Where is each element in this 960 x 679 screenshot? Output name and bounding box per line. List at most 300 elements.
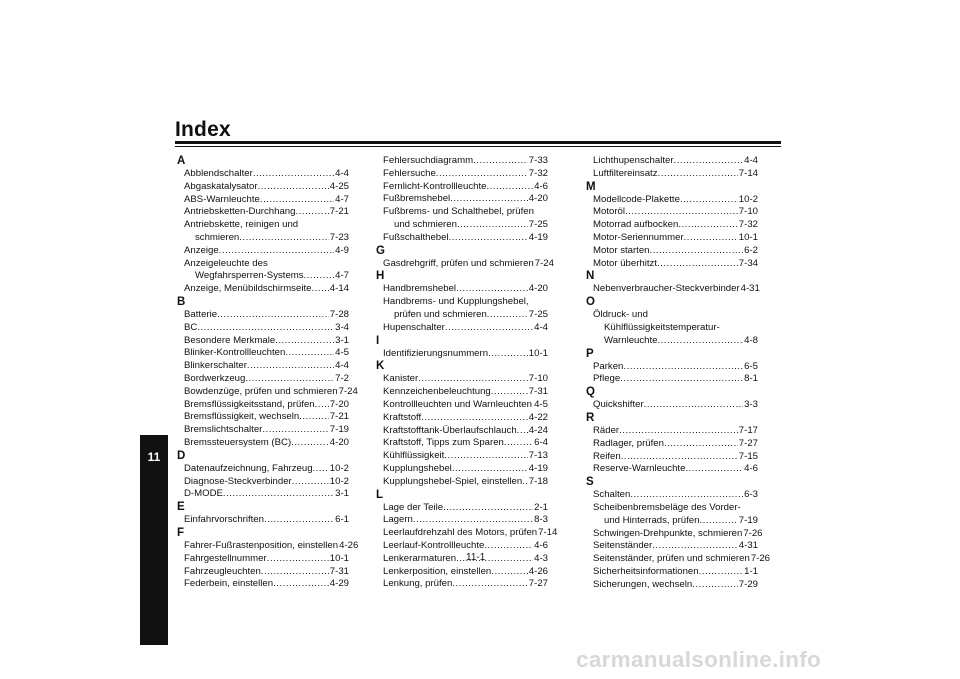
index-entry <box>586 283 758 296</box>
index-entry-page: 10-1 <box>738 231 758 243</box>
index-entry-text: Motor starten <box>593 244 650 256</box>
dot-leader <box>699 515 737 528</box>
index-entry-text: Anzeige, Menübildschirmseite <box>184 283 312 295</box>
index-entry-text: Schalten <box>593 489 631 501</box>
index-entry-text: Nebenverbraucher-Steckverbinder <box>593 283 740 295</box>
index-entry-text: Leerlaufdrehzahl des Motors, prüfen <box>383 527 538 539</box>
index-entry-line: Anzeigeleuchte des <box>184 257 268 269</box>
index-entry <box>177 514 349 527</box>
index-entry-line: Handbrems- und Kupplungshebel, <box>383 296 529 308</box>
index-entry <box>177 232 349 245</box>
index-entry-page: 4-9 <box>335 244 349 256</box>
index-entry-page: 6-1 <box>335 514 349 526</box>
index-entry-text: Kupplungshebel <box>383 462 452 474</box>
index-entry <box>586 245 758 258</box>
index-column-2 <box>376 155 558 591</box>
dot-leader <box>245 373 334 386</box>
dot-leader <box>313 463 329 476</box>
index-entry <box>177 194 349 207</box>
index-entry <box>586 168 758 181</box>
index-entry-text: Bremsflüssigkeit, wechseln <box>184 411 300 423</box>
index-entry <box>177 245 349 258</box>
index-entry-text: Hupenschalter <box>383 321 445 333</box>
dot-leader <box>295 206 328 219</box>
index-entry-page: 8-1 <box>744 373 758 385</box>
index-entry-page: 7-23 <box>329 231 349 243</box>
index-entry-page: 4-25 <box>329 180 349 192</box>
index-entry-page: 6-4 <box>534 437 548 449</box>
index-entry <box>586 489 758 502</box>
index-entry-page: 7-19 <box>738 514 758 526</box>
chapter-tab-number: 11 <box>147 450 161 464</box>
index-entry-page: 10-1 <box>329 552 349 564</box>
index-entry-page: 3-3 <box>744 399 758 411</box>
index-entry-text: Kontrollleuchten und Warnleuchten <box>383 398 532 410</box>
dot-leader <box>652 540 738 553</box>
index-entry <box>177 476 349 489</box>
index-entry-page: 4-22 <box>528 411 548 423</box>
index-entry-text: Seitenständer <box>593 540 653 552</box>
index-entry-text: Reserve-Warnleuchte <box>593 463 686 475</box>
index-entry <box>586 335 758 348</box>
page-title: Index <box>175 118 231 141</box>
index-entry-page: 6-5 <box>744 360 758 372</box>
dot-leader <box>619 425 738 438</box>
index-entry-text: Identifizierungsnummern <box>383 347 489 359</box>
index-entry <box>586 451 758 464</box>
index-entry-page: 7-19 <box>329 424 349 436</box>
index-entry-page: 7-24 <box>338 385 358 397</box>
dot-leader <box>658 335 744 348</box>
index-entry-text: prüfen und schmieren <box>394 308 487 320</box>
index-entry-text: Diagnose-Steckverbinder <box>184 475 292 487</box>
dot-leader <box>247 360 334 373</box>
index-entry-text: Kraftstofftank-Überlaufschlauch <box>383 424 517 436</box>
dot-leader <box>273 578 329 591</box>
index-entry-text: schmieren <box>195 231 240 243</box>
index-entry-page: 10-2 <box>738 193 758 205</box>
index-entry <box>586 155 758 168</box>
index-entry <box>586 219 758 232</box>
index-entry-text: Bremsflüssigkeitsstand, prüfen <box>184 398 315 410</box>
section-letter: L <box>376 488 384 501</box>
index-entry-page: 4-24 <box>528 424 548 436</box>
index-entry-page: 4-3 <box>534 552 548 564</box>
index-entry-text: Lenkerarmaturen <box>383 552 457 564</box>
section-letter: B <box>177 295 186 308</box>
dot-leader <box>291 437 329 450</box>
dot-leader <box>299 411 329 424</box>
title-rule-thick <box>175 141 781 144</box>
index-entry-page: 7-26 <box>750 553 771 565</box>
index-entry-page: 7-25 <box>528 308 548 320</box>
index-entry-text: Motor überhitzt <box>593 257 657 269</box>
dot-leader <box>630 489 743 502</box>
index-entry-page: 4-4 <box>534 321 548 333</box>
dot-leader <box>311 283 328 296</box>
index-entry-page: 3-4 <box>335 321 349 333</box>
dot-leader <box>484 540 533 553</box>
section-letter: F <box>177 526 185 539</box>
index-entry-page: 4-20 <box>528 193 548 205</box>
index-entry <box>376 348 548 361</box>
dot-leader <box>292 476 329 489</box>
dot-leader <box>264 514 334 527</box>
index-entry-text: Motorrad aufbocken <box>593 219 679 231</box>
index-entry-page: 4-4 <box>744 155 758 166</box>
index-entry <box>177 399 349 412</box>
index-entry-page: 4-4 <box>335 168 349 179</box>
section-letter: A <box>177 155 186 167</box>
index-entry <box>376 450 548 463</box>
index-entry <box>586 258 758 271</box>
index-entry <box>376 322 548 335</box>
index-entry-page: 7-14 <box>538 527 558 539</box>
index-entry-page: 7-2 <box>335 372 349 384</box>
index-entry <box>586 373 758 386</box>
dot-leader <box>452 578 527 591</box>
index-entry-text: Fehlersuche <box>383 167 436 179</box>
index-entry <box>376 309 548 322</box>
index-entry <box>376 155 548 168</box>
index-entry-text: Abgaskatalysator <box>184 180 258 192</box>
index-entry <box>376 257 554 271</box>
index-entry <box>376 578 548 591</box>
dot-leader <box>620 373 743 386</box>
index-entry-text: Modellcode-Plakette <box>593 193 680 205</box>
index-entry-text: Sicherheitsinformationen <box>593 565 699 577</box>
dot-leader <box>452 463 528 476</box>
section-letter: M <box>586 180 596 193</box>
index-entry-page: 7-10 <box>528 373 548 385</box>
index-entry-text: Radlager, prüfen <box>593 437 664 449</box>
index-entry-text: Sicherungen, wechseln <box>593 578 693 590</box>
index-entry-page: 7-31 <box>528 386 548 398</box>
index-entry <box>177 411 349 424</box>
index-entry-page: 4-6 <box>534 539 548 551</box>
index-entry <box>177 463 349 476</box>
dot-leader <box>684 232 738 245</box>
index-entry-text: Kupplungshebel-Spiel, einstellen <box>383 475 523 487</box>
index-entry <box>177 566 349 579</box>
dot-leader <box>444 450 527 463</box>
index-entry <box>376 502 548 515</box>
section-letter: G <box>376 244 385 257</box>
dot-leader <box>445 322 533 335</box>
index-entry <box>376 181 548 194</box>
index-entry-text: Datenaufzeichnung, Fahrzeug <box>184 462 313 474</box>
dot-leader <box>625 206 738 219</box>
index-entry-page: 6-3 <box>744 489 758 501</box>
index-entry-page: 4-31 <box>738 540 758 552</box>
dot-leader <box>664 438 738 451</box>
index-entry <box>376 476 548 489</box>
section-letter: D <box>177 449 186 462</box>
index-entry-page: 7-24 <box>534 257 554 269</box>
index-entry-text: Lagern <box>383 514 413 526</box>
index-entry-text: Pflege <box>593 373 621 385</box>
index-entry-page: 4-31 <box>740 283 760 295</box>
page-number: 11-1 <box>466 552 486 563</box>
section-letter: E <box>177 501 185 514</box>
index-entry-page: 8-3 <box>534 514 548 526</box>
section-letter: N <box>586 270 595 283</box>
index-entry <box>177 322 349 335</box>
index-entry <box>586 361 758 374</box>
index-entry <box>376 437 548 450</box>
index-entry-text: Handbremshebel <box>383 283 457 295</box>
chapter-tab <box>140 435 168 645</box>
index-entry-text: Fußschalthebel <box>383 231 449 243</box>
index-entry <box>376 193 548 206</box>
index-entry-page: 10-1 <box>528 347 548 359</box>
index-entry <box>177 553 349 566</box>
index-entry <box>177 283 349 296</box>
dot-leader <box>504 437 533 450</box>
dot-leader <box>650 245 744 258</box>
index-entry-line: Antriebskette, reinigen und <box>184 219 299 231</box>
dot-leader <box>678 219 737 232</box>
index-entry-text: Kanister <box>383 373 419 385</box>
index-entry-text: Lenkung, prüfen <box>383 578 453 590</box>
index-entry-page: 7-21 <box>329 411 349 423</box>
index-entry-text: Kühlflüssigkeit <box>383 450 445 462</box>
index-entry <box>376 283 548 296</box>
index-entry-line: Kühlflüssigkeitstemperatur- <box>604 321 720 333</box>
dot-leader <box>449 232 528 245</box>
index-entry <box>376 219 548 232</box>
index-entry-text: Warnleuchte <box>604 334 658 346</box>
index-entry <box>177 309 349 322</box>
dot-leader <box>674 155 744 168</box>
dot-leader <box>436 168 528 181</box>
index-entry-text: Kennzeichenbeleuchtung <box>383 386 491 398</box>
index-entry-text: Lage der Teile <box>383 501 444 513</box>
index-entry <box>376 386 548 399</box>
index-entry-text: Abblendschalter <box>184 168 253 179</box>
index-entry <box>586 463 758 476</box>
index-entry-page: 10-2 <box>329 475 349 487</box>
index-entry-page: 7-34 <box>738 257 758 269</box>
index-entry-page: 7-14 <box>738 167 758 179</box>
index-entry <box>376 232 548 245</box>
dot-leader <box>623 361 743 374</box>
dot-leader <box>644 399 743 412</box>
dot-leader <box>262 424 328 437</box>
index-entry-text: Fahrer-Fußrastenposition, einstellen <box>184 539 339 551</box>
index-entry-page: 7-32 <box>738 219 758 231</box>
dot-leader <box>450 193 528 206</box>
dot-leader <box>223 488 334 501</box>
index-entry-text: Besondere Merkmale <box>184 334 276 346</box>
dot-leader <box>488 348 528 361</box>
index-entry-page: 7-20 <box>329 398 349 410</box>
dot-leader <box>260 194 334 207</box>
index-entry <box>177 578 349 591</box>
index-entry-page: 4-29 <box>329 578 349 590</box>
index-entry-page: 3-1 <box>335 334 349 346</box>
index-entry-text: Batterie <box>184 308 218 320</box>
index-entry <box>376 373 548 386</box>
index-entry-line: Öldruck- und <box>593 309 648 321</box>
index-entry-page: 7-26 <box>743 527 763 539</box>
dot-leader <box>491 566 528 579</box>
index-entry-page: 7-25 <box>528 218 548 230</box>
index-entry <box>586 540 758 553</box>
index-entry-text: Motoröl <box>593 206 625 218</box>
index-entry-text: Kraftstoff <box>383 411 422 423</box>
index-entry <box>376 527 558 540</box>
index-entry-text: Blinker-Kontrollleuchten <box>184 347 286 359</box>
dot-leader <box>443 502 533 515</box>
index-entry <box>586 399 758 412</box>
dot-leader <box>421 412 528 425</box>
index-entry-text: Lenkerposition, einstellen <box>383 565 492 577</box>
index-entry <box>586 553 771 566</box>
section-letter: K <box>376 360 385 373</box>
index-entry-text: Fahrzeugleuchten <box>184 565 261 577</box>
index-entry-page: 7-17 <box>738 424 758 436</box>
index-entry <box>177 168 349 181</box>
index-entry <box>177 335 349 348</box>
index-entry <box>376 425 548 438</box>
dot-leader <box>699 566 744 579</box>
index-entry-line: Fußbrems- und Schalthebel, prüfen <box>383 206 534 218</box>
index-entry <box>376 540 548 553</box>
dot-leader <box>692 579 738 592</box>
index-entry-text: Parken <box>593 360 624 372</box>
index-entry-text: Reifen <box>593 450 621 462</box>
index-entry <box>376 553 548 566</box>
index-entry-text: Antriebsketten-Durchhang <box>184 206 296 218</box>
index-entry <box>177 360 349 373</box>
index-entry <box>376 412 548 425</box>
index-entry-page: 4-20 <box>329 436 349 448</box>
dot-leader <box>418 373 528 386</box>
index-entry <box>177 385 358 399</box>
dot-leader <box>315 399 329 412</box>
section-letter: Q <box>586 386 595 399</box>
index-entry-page: 4-4 <box>335 360 349 372</box>
dot-leader <box>517 425 528 438</box>
index-entry-text: Fehlersuchdiagramm <box>383 155 474 166</box>
index-entry <box>376 514 548 527</box>
index-entry-page: 6-2 <box>744 244 758 256</box>
index-entry-page: 4-7 <box>335 270 349 282</box>
section-letter: P <box>586 347 594 360</box>
dot-leader <box>261 566 329 579</box>
index-entry-page: 4-8 <box>744 334 758 346</box>
index-entry-text: Lichthupenschalter <box>593 155 674 166</box>
dot-leader <box>267 553 329 566</box>
index-entry-page: 4-6 <box>534 180 548 192</box>
dot-leader <box>457 219 528 232</box>
index-entry-page: 7-31 <box>329 565 349 577</box>
index-entry-page: 7-33 <box>528 155 548 166</box>
index-entry-text: Blinkerschalter <box>184 360 247 372</box>
index-entry-text: ABS-Warnleuchte <box>184 193 260 205</box>
index-entry-page: 4-6 <box>744 463 758 475</box>
dot-leader <box>487 309 528 322</box>
index-entry-page: 4-5 <box>335 347 349 359</box>
index-entry <box>376 463 548 476</box>
index-entry-page: 10-2 <box>329 462 349 474</box>
dot-leader <box>657 258 738 271</box>
index-entry-page: 7-27 <box>528 578 548 590</box>
dot-leader <box>304 270 335 283</box>
index-entry <box>177 424 349 437</box>
dot-leader <box>219 245 334 258</box>
section-letter: H <box>376 270 385 283</box>
dot-leader <box>486 181 533 194</box>
dot-leader <box>473 155 528 168</box>
index-entry-text: Fußbremshebel <box>383 193 451 205</box>
index-entry-page: 7-10 <box>738 206 758 218</box>
dot-leader <box>658 168 738 181</box>
index-entry <box>177 181 349 194</box>
index-entry-text: Seitenständer, prüfen und schmieren <box>593 553 750 565</box>
index-entry <box>177 206 349 219</box>
dot-leader <box>685 463 743 476</box>
index-entry-text: Federbein, einstellen <box>184 578 274 590</box>
index-column-1 <box>177 155 359 591</box>
index-entry-text: D-MODE <box>184 488 223 500</box>
index-entry-page: 7-27 <box>738 437 758 449</box>
index-entry-page: 7-28 <box>329 308 349 320</box>
index-entry-page: 4-14 <box>329 283 349 295</box>
index-entry-text: Luftfiltereinsatz <box>593 167 658 179</box>
index-entry-text: Räder <box>593 424 620 436</box>
dot-leader <box>275 335 334 348</box>
index-entry-text: Fahrgestellnummer <box>184 552 267 564</box>
dot-leader <box>258 181 329 194</box>
index-entry <box>376 399 548 412</box>
dot-leader <box>197 322 334 335</box>
index-entry-page: 4-20 <box>528 283 548 295</box>
title-rule-thin <box>175 146 781 147</box>
index-entry-page: 3-1 <box>335 488 349 500</box>
index-entry-text: Anzeige <box>184 244 219 256</box>
index-entry-page: 7-32 <box>528 167 548 179</box>
index-entry <box>586 579 758 592</box>
index-entry-text: Einfahrvorschriften <box>184 514 264 526</box>
section-letter: I <box>376 334 380 347</box>
index-entry-page: 7-21 <box>329 206 349 218</box>
dot-leader <box>621 451 738 464</box>
dot-leader <box>239 232 329 245</box>
index-entry <box>177 373 349 386</box>
index-entry-text: und Hinterrads, prüfen <box>604 514 700 526</box>
index-entry-text: Schwingen-Drehpunkte, schmieren <box>593 527 743 539</box>
dot-leader <box>217 309 329 322</box>
index-entry <box>376 566 548 579</box>
index-entry-page: 4-19 <box>528 231 548 243</box>
index-entry-page: 4-19 <box>528 462 548 474</box>
index-entry-text: Motor-Seriennummer <box>593 231 684 243</box>
index-entry-page: 4-26 <box>528 565 548 577</box>
dot-leader <box>285 347 334 360</box>
index-entry <box>177 437 349 450</box>
section-letter: S <box>586 476 594 489</box>
index-entry <box>586 438 758 451</box>
index-entry-text: Bremslichtschalter <box>184 424 263 436</box>
index-entry <box>376 168 548 181</box>
dot-leader <box>680 194 738 207</box>
index-entry-page: 4-5 <box>534 398 548 410</box>
index-entry-text: Gasdrehgriff, prüfen und schmieren <box>383 257 534 269</box>
index-entry-page: 7-15 <box>738 450 758 462</box>
index-entry <box>177 488 349 501</box>
